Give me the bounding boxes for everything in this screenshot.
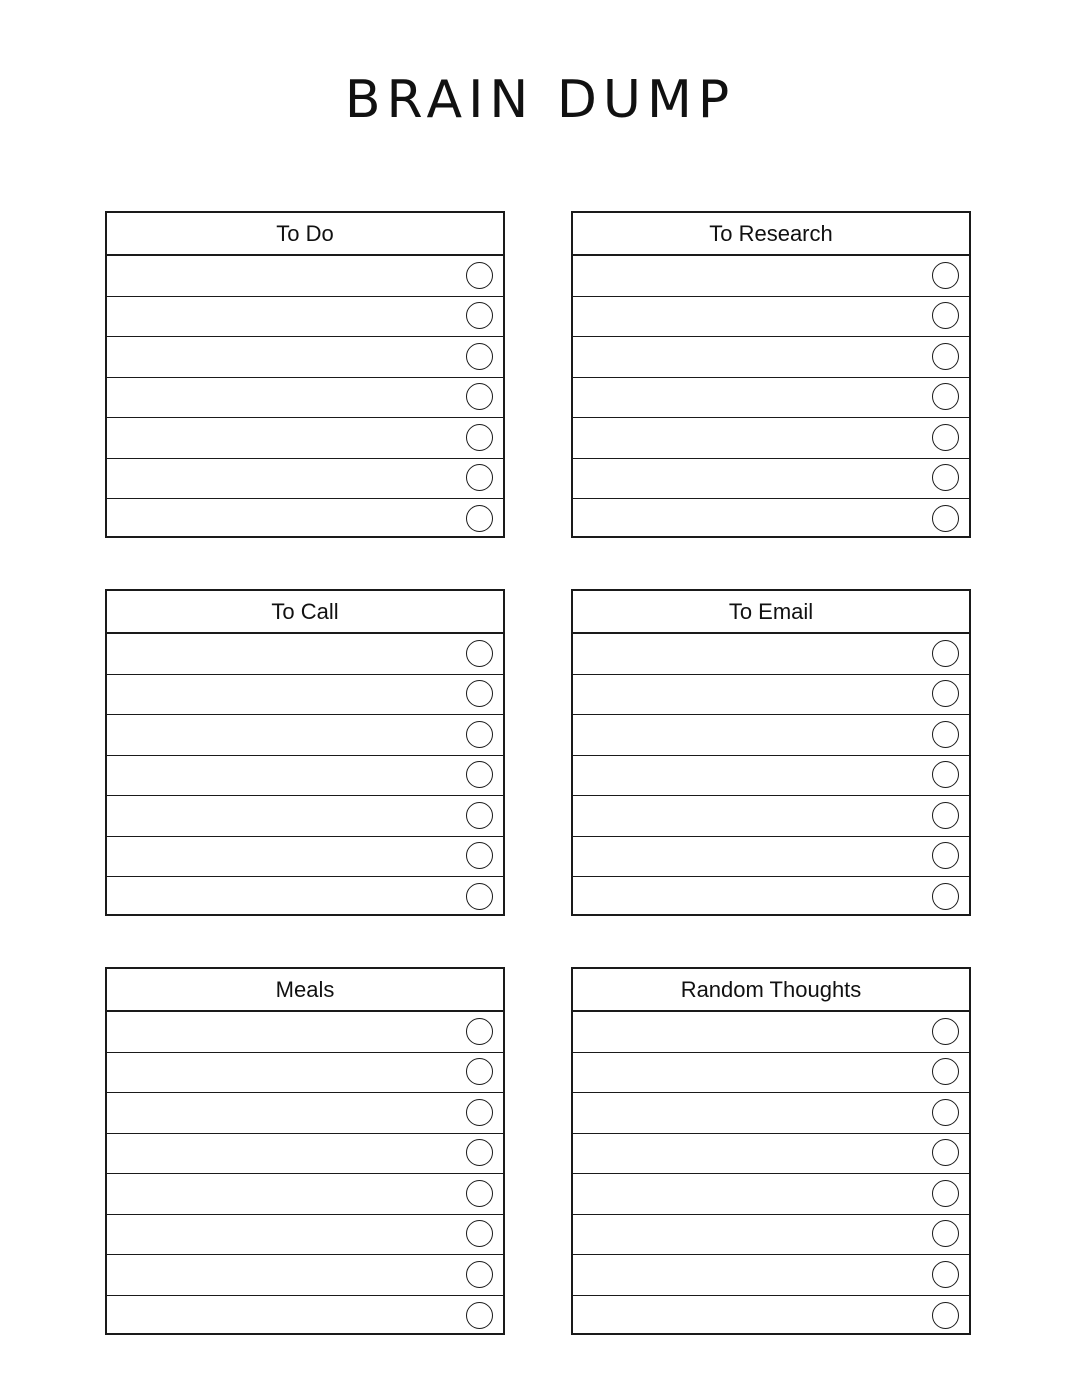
- circle-checkbox-icon[interactable]: [466, 262, 493, 289]
- list-row[interactable]: [573, 459, 969, 500]
- circle-checkbox-icon[interactable]: [932, 383, 959, 410]
- list-row[interactable]: [573, 634, 969, 675]
- circle-checkbox-icon[interactable]: [466, 721, 493, 748]
- circle-checkbox-icon[interactable]: [466, 302, 493, 329]
- circle-checkbox-icon[interactable]: [466, 343, 493, 370]
- list-row[interactable]: [573, 877, 969, 918]
- list-row[interactable]: [573, 837, 969, 878]
- list-row[interactable]: [573, 418, 969, 459]
- circle-checkbox-icon[interactable]: [466, 464, 493, 491]
- list-row[interactable]: [573, 1296, 969, 1337]
- section-random-thoughts: [571, 967, 971, 1335]
- circle-checkbox-icon[interactable]: [932, 262, 959, 289]
- list-row[interactable]: [107, 1296, 503, 1337]
- list-row[interactable]: [107, 675, 503, 716]
- circle-checkbox-icon[interactable]: [932, 721, 959, 748]
- section-to-do: [105, 211, 505, 538]
- circle-checkbox-icon[interactable]: [466, 680, 493, 707]
- list-row[interactable]: [107, 756, 503, 797]
- circle-checkbox-icon[interactable]: [466, 1139, 493, 1166]
- circle-checkbox-icon[interactable]: [466, 761, 493, 788]
- circle-checkbox-icon[interactable]: [932, 842, 959, 869]
- circle-checkbox-icon[interactable]: [466, 883, 493, 910]
- list-row[interactable]: [107, 837, 503, 878]
- list-row[interactable]: [107, 297, 503, 338]
- section-title: To Research: [573, 213, 969, 256]
- list-row[interactable]: [573, 378, 969, 419]
- list-row[interactable]: [573, 1255, 969, 1296]
- list-row[interactable]: [573, 1012, 969, 1053]
- circle-checkbox-icon[interactable]: [466, 640, 493, 667]
- circle-checkbox-icon[interactable]: [932, 1139, 959, 1166]
- list-row[interactable]: [107, 715, 503, 756]
- circle-checkbox-icon[interactable]: [466, 1302, 493, 1329]
- list-row[interactable]: [573, 1093, 969, 1134]
- section-meals: [105, 967, 505, 1335]
- list-row[interactable]: [107, 1012, 503, 1053]
- list-row[interactable]: [573, 1174, 969, 1215]
- list-row[interactable]: [107, 378, 503, 419]
- list-row[interactable]: [573, 1134, 969, 1175]
- section-rows: [107, 1012, 503, 1336]
- circle-checkbox-icon[interactable]: [932, 1261, 959, 1288]
- circle-checkbox-icon[interactable]: [932, 1180, 959, 1207]
- list-row[interactable]: [107, 256, 503, 297]
- section-rows: [107, 634, 503, 918]
- list-row[interactable]: [573, 756, 969, 797]
- list-row[interactable]: [107, 1053, 503, 1094]
- section-title: To Email: [573, 591, 969, 634]
- circle-checkbox-icon[interactable]: [932, 1220, 959, 1247]
- circle-checkbox-icon[interactable]: [932, 1302, 959, 1329]
- list-row[interactable]: [573, 1215, 969, 1256]
- circle-checkbox-icon[interactable]: [466, 383, 493, 410]
- list-row[interactable]: [573, 675, 969, 716]
- circle-checkbox-icon[interactable]: [466, 1058, 493, 1085]
- list-row[interactable]: [573, 1053, 969, 1094]
- list-row[interactable]: [107, 796, 503, 837]
- circle-checkbox-icon[interactable]: [932, 1018, 959, 1045]
- list-row[interactable]: [107, 1255, 503, 1296]
- circle-checkbox-icon[interactable]: [932, 761, 959, 788]
- circle-checkbox-icon[interactable]: [466, 802, 493, 829]
- circle-checkbox-icon[interactable]: [932, 505, 959, 532]
- circle-checkbox-icon[interactable]: [932, 1099, 959, 1126]
- list-row[interactable]: [107, 499, 503, 540]
- circle-checkbox-icon[interactable]: [466, 1180, 493, 1207]
- section-title: Random Thoughts: [573, 969, 969, 1012]
- list-row[interactable]: [107, 337, 503, 378]
- list-row[interactable]: [573, 297, 969, 338]
- circle-checkbox-icon[interactable]: [932, 802, 959, 829]
- section-title: To Call: [107, 591, 503, 634]
- list-row[interactable]: [573, 796, 969, 837]
- list-row[interactable]: [573, 499, 969, 540]
- section-rows: [573, 1012, 969, 1336]
- circle-checkbox-icon[interactable]: [466, 505, 493, 532]
- list-row[interactable]: [107, 1215, 503, 1256]
- circle-checkbox-icon[interactable]: [466, 1220, 493, 1247]
- circle-checkbox-icon[interactable]: [466, 1261, 493, 1288]
- section-title: To Do: [107, 213, 503, 256]
- section-rows: [573, 634, 969, 918]
- circle-checkbox-icon[interactable]: [932, 640, 959, 667]
- list-row[interactable]: [107, 634, 503, 675]
- circle-checkbox-icon[interactable]: [466, 424, 493, 451]
- circle-checkbox-icon[interactable]: [466, 1018, 493, 1045]
- list-row[interactable]: [107, 418, 503, 459]
- circle-checkbox-icon[interactable]: [466, 1099, 493, 1126]
- circle-checkbox-icon[interactable]: [932, 424, 959, 451]
- circle-checkbox-icon[interactable]: [932, 1058, 959, 1085]
- section-rows: [107, 256, 503, 540]
- section-title: Meals: [107, 969, 503, 1012]
- list-row[interactable]: [573, 256, 969, 297]
- section-rows: [573, 256, 969, 540]
- circle-checkbox-icon[interactable]: [932, 302, 959, 329]
- list-row[interactable]: [107, 1093, 503, 1134]
- list-row[interactable]: [107, 877, 503, 918]
- list-row[interactable]: [107, 459, 503, 500]
- page-title: BRAIN DUMP: [344, 70, 736, 130]
- circle-checkbox-icon[interactable]: [932, 464, 959, 491]
- section-to-email: [571, 589, 971, 916]
- circle-checkbox-icon[interactable]: [932, 680, 959, 707]
- list-row[interactable]: [107, 1174, 503, 1215]
- list-row[interactable]: [573, 337, 969, 378]
- list-row[interactable]: [107, 1134, 503, 1175]
- section-to-research: [571, 211, 971, 538]
- list-row[interactable]: [573, 715, 969, 756]
- section-to-call: [105, 589, 505, 916]
- circle-checkbox-icon[interactable]: [932, 343, 959, 370]
- circle-checkbox-icon[interactable]: [466, 842, 493, 869]
- circle-checkbox-icon[interactable]: [932, 883, 959, 910]
